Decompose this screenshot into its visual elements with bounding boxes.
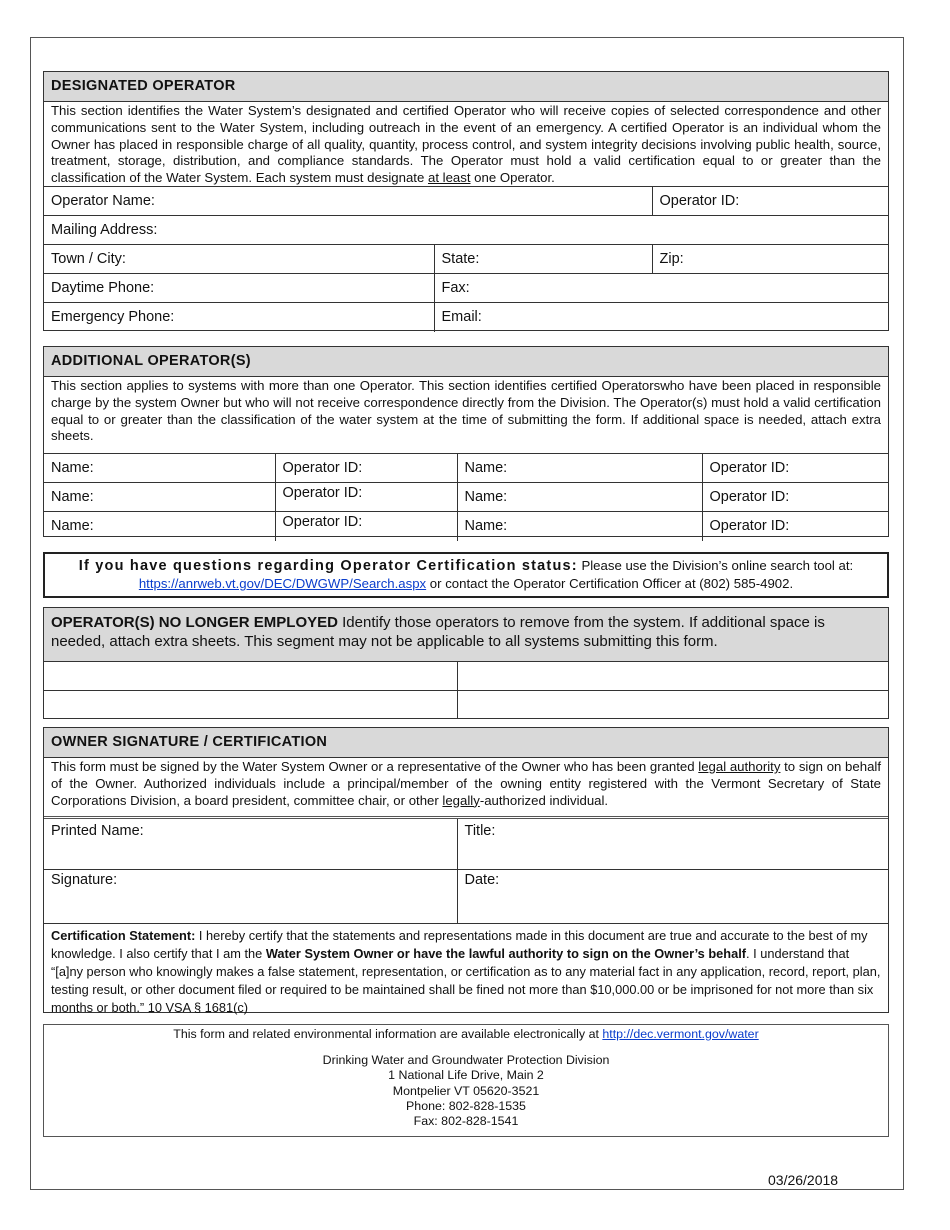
fax-field[interactable]: Fax: [434, 274, 888, 303]
no-longer-employed-fields [44, 662, 888, 719]
additional-name-field[interactable]: Name: [44, 454, 275, 483]
removed-operator-field[interactable] [457, 690, 888, 719]
printed-name-field[interactable]: Printed Name: [44, 819, 457, 869]
daytime-phone-field[interactable]: Daytime Phone: [44, 274, 434, 303]
town-city-field[interactable]: Town / City: [44, 245, 434, 274]
additional-operator-id-field[interactable]: Operator ID: [702, 512, 888, 541]
additional-name-field[interactable]: Name: [457, 454, 702, 483]
operator-search-link[interactable]: https://anrweb.vt.gov/DEC/DWGWP/Search.aspx [138, 576, 427, 591]
additional-operators-title: ADDITIONAL OPERATOR(S) [44, 347, 888, 377]
emergency-phone-field[interactable]: Emergency Phone: [44, 303, 434, 332]
date-field[interactable]: Date: [457, 869, 888, 923]
title-field[interactable]: Title: [464, 823, 496, 839]
no-longer-employed-title: OPERATOR(S) NO LONGER EMPLOYED [51, 614, 338, 631]
water-website-link[interactable]: http://dec.vermont.gov/water [602, 1027, 759, 1041]
certification-statement: Certification Statement: I hereby certify that the statements and representations made in this document are true and accurate to the best of my knowledge. I also certify that I am the Water System Owner or have the lawful authority to sign on the Owner’s behalf. I understand that “[a]ny person who knowingly makes a false statement, representation, or certification as to any material fact in any application, record, report, plan, testing result, or other document filed or required to be maintained shall be fined not more than $10,000.00 or be imprisoned for not more than six months or both.” 10 VSA § 1681(c) [44, 923, 888, 1021]
owner-signature-title: OWNER SIGNATURE / CERTIFICATION [44, 728, 888, 758]
footer-fax: Fax: 802-828-1541 [413, 1114, 519, 1129]
zip-field[interactable]: Zip: [652, 245, 888, 274]
owner-signature-description: This form must be signed by the Water System Owner or a representative of the Owner who has been granted legal authority to sign on behalf of the Owner. Authorized individuals include a principal/member of the owning entity registered with the Vermont Secretary of State Corporations Division, a board president, committee chair, or other legally-authorized individual. [51, 759, 881, 808]
certification-questions-notice [43, 552, 889, 598]
email-field[interactable]: Email: [434, 303, 888, 332]
mailing-address-field[interactable]: Mailing Address: [44, 216, 888, 245]
additional-operator-id-field[interactable]: Operator ID: [275, 454, 457, 483]
removed-operator-field[interactable] [44, 662, 457, 690]
operator-id-field[interactable]: Operator ID: [652, 187, 888, 216]
no-longer-employed-description: Identify those operators to remove from the system. If additional space is needed, attach extra sheets. This segment may not be applicable to all systems submitting this form. [51, 614, 825, 650]
questions-text: Please use the Division’s online search tool at: [577, 558, 854, 573]
additional-name-field[interactable]: Name: [44, 512, 275, 541]
designated-operator-description: This section identifies the Water System’s designated and certified Operator who will receive copies of selected correspondence and other communications sent to the Water System, including outreach in the event of an emergency. A certified Operator is an individual whom the Owner has placed in responsible charge of all quality, quantity, process control, and system integrity decisions involving public health, source, treatment, storage, distribution, and compliance standards. The Operator must hold a valid certification equal to or greater than the classification of the Water System. Each system must designate at least one Operator. [51, 103, 881, 186]
owner-signature-fields [44, 819, 888, 923]
removed-operator-field[interactable] [44, 690, 457, 719]
designated-operator-title: DESIGNATED OPERATOR [44, 72, 888, 102]
designated-operator-section [43, 71, 889, 331]
footer-division: Drinking Water and Groundwater Protection Division [322, 1053, 610, 1068]
signature-field[interactable]: Signature: [44, 869, 457, 923]
additional-name-field[interactable]: Name: [44, 483, 275, 512]
additional-operator-id-field[interactable]: Operator ID: [275, 512, 457, 541]
designated-operator-fields [44, 186, 888, 332]
removed-operator-field[interactable] [457, 662, 888, 690]
questions-contact-text: or contact the Operator Certification Officer at (802) 585-4902. [426, 576, 794, 591]
additional-name-field[interactable]: Name: [457, 512, 702, 541]
footer-availability-line: This form and related environmental information are available electronically at http://dec.vermont.gov/water [173, 1027, 759, 1041]
additional-operator-id-field[interactable]: Operator ID: [702, 483, 888, 512]
additional-operator-id-field[interactable]: Operator ID: [702, 454, 888, 483]
revision-date: 03/26/2018 [768, 1172, 839, 1188]
additional-name-field[interactable]: Name: [457, 483, 702, 512]
owner-signature-section [43, 727, 889, 1013]
footer-phone: Phone: 802-828-1535 [406, 1098, 526, 1113]
additional-operators-section [43, 346, 889, 537]
no-longer-employed-section [43, 607, 889, 719]
additional-operators-fields [44, 453, 888, 541]
no-longer-employed-header [44, 608, 888, 662]
operator-name-field[interactable]: Operator Name: [44, 187, 652, 216]
questions-title: If you have questions regarding Operator Certification status: [78, 558, 578, 574]
additional-operator-id-field[interactable]: Operator ID: [275, 483, 457, 512]
additional-operators-description: This section applies to systems with more than one Operator. This section identifies certified Operatorswho have been placed in responsible charge by the system Owner but who will not receive correspondence directly from the Division. The Operator(s) must hold a valid certification equal to or greater than the classification of the water system at the time of submitting the form. If additional space is needed, attach extra sheets. [51, 378, 881, 444]
footer-contact-info [43, 1024, 889, 1137]
footer-address-2: Montpelier VT 05620-3521 [392, 1083, 540, 1098]
state-field[interactable]: State: [434, 245, 652, 274]
footer-address-1: 1 National Life Drive, Main 2 [388, 1068, 544, 1083]
